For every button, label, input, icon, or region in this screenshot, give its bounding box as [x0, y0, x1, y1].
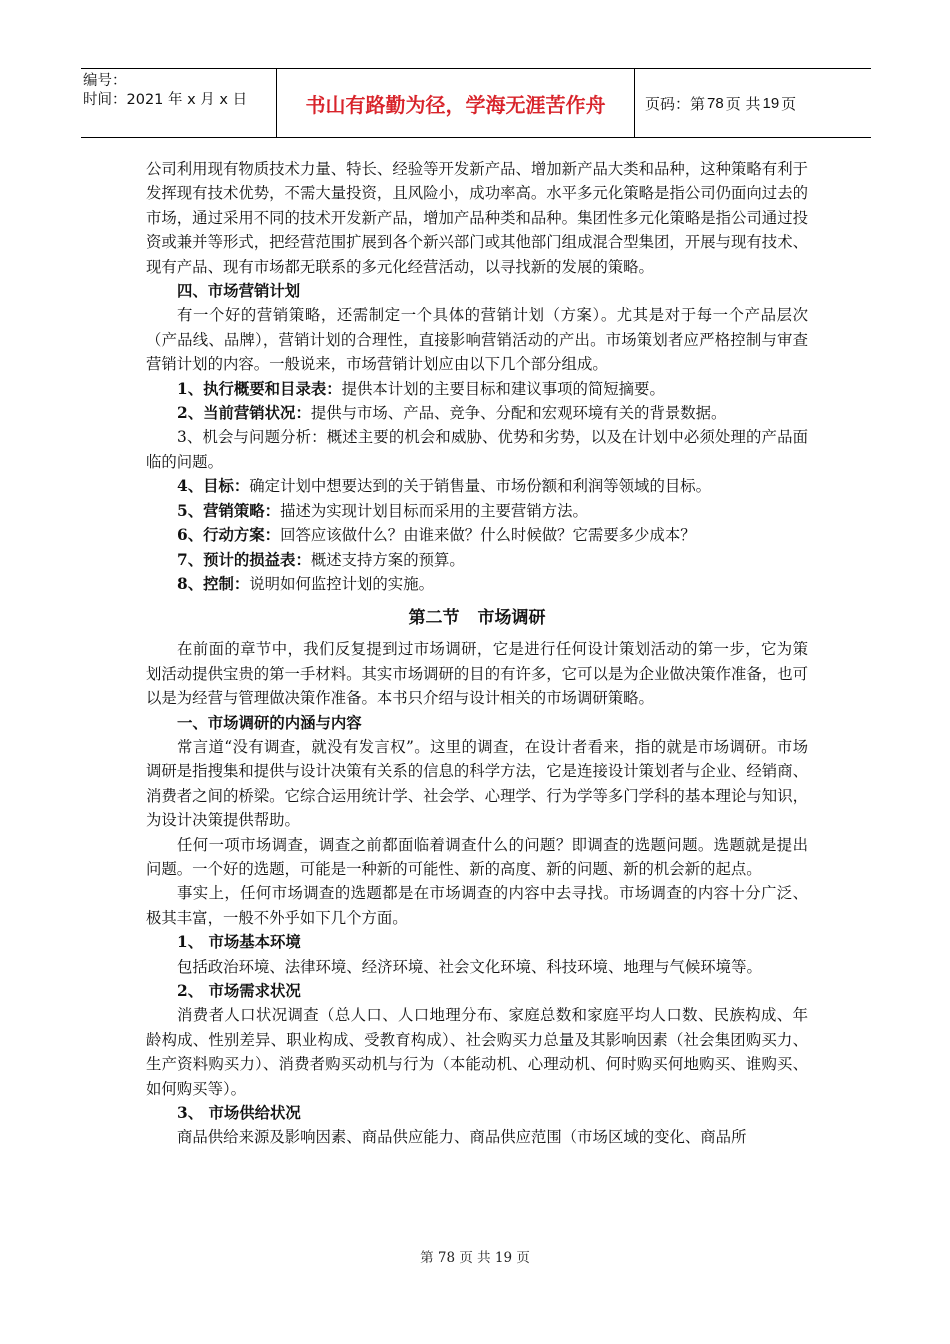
paragraph: 包括政治环境、法律环境、经济环境、社会文化环境、科技环境、地理与气候环境等。 [177, 957, 762, 976]
list-item [146, 548, 808, 572]
list-item-text: 确定计划中想要达到的关于销售量、市场份额和利润等领域的目标。 [249, 477, 712, 496]
list-item-label: 3、机会与问题分析： [177, 428, 327, 447]
paragraph: 商品供给来源及影响因素、商品供应能力、商品供应范围（市场区域的变化、商品所 [177, 1128, 747, 1147]
paragraph: 在前面的章节中，我们反复提到过市场调研，它是进行任何设计策划活动的第一步，它为策划活动提供宝贵的第一手材料。其实市场调研的目的有许多，它可以是为企业做决策作准备，也可以是为经营与管理做决策作准备。本书只介绍与设计相关的市场调研策略。 [146, 640, 808, 708]
list-item [146, 523, 808, 547]
list-item [146, 474, 808, 498]
list-item-text: 提供本计划的主要目标和建议事项的简短摘要。 [341, 379, 665, 398]
list-item-text: 提供与市场、产品、竞争、分配和宏观环境有关的背景数据。 [310, 404, 727, 423]
list-item [146, 572, 808, 596]
document-body [146, 157, 808, 1150]
subheading: 3、 市场供给状况 [177, 1104, 301, 1123]
list-item-label: 8、控制： [177, 574, 250, 593]
page-current: 78 [707, 94, 724, 112]
list-item-text: 概述主要的机会和威胁、优势和劣势，以及在计划中必须处理的产品面临的问题。 [146, 428, 808, 471]
list-item-label: 6、行动方案： [177, 526, 281, 545]
page-header [81, 68, 871, 138]
time-label: 时间：2021 年 x 月 x 日 [83, 92, 248, 108]
list-item-text: 概述支持方案的预算。 [310, 550, 465, 569]
paragraph: 消费者人口状况调查（总人口、人口地理分布、家庭总数和家庭平均人口数、民族构成、年龄构成、性别差异、职业构成、受教育构成）、社会购买力总量及其影响因素（社会集团购买力、生产资料购买力）、消费者购买动机与行为（本能动机、心理动机、何时购买何地购买、谁购买、如何购买等）。 [146, 1006, 808, 1098]
list-item [146, 499, 808, 523]
list-item-text: 回答应该做什么？由谁来做？什么时候做？它需要多少成本？ [280, 526, 696, 545]
list-item-label: 4、目标： [177, 477, 250, 496]
paragraph: 任何一项市场调查，调查之前都面临着调查什么的问题？即调查的选题问题。选题就是提出问题。一个好的选题，可能是一种新的可能性、新的高度、新的问题、新的机会新的起点。 [146, 835, 808, 878]
subheading: 2、 市场需求状况 [177, 982, 301, 1000]
list-item [146, 401, 808, 425]
page-suffix: 页 [781, 94, 797, 113]
header-meta [81, 69, 277, 137]
heading-research-content: 一、市场调研的内涵与内容 [177, 713, 362, 732]
paragraph: 事实上，任何市场调查的选题都是在市场调查的内容中去寻找。市场调查的内容十分广泛、极其丰富，一般不外乎如下几个方面。 [146, 884, 808, 927]
paragraph: 公司利用现有物质技术力量、特长、经验等开发新产品、增加新产品大类和品种，这种策略有利于发挥现有技术优势，不需大量投资，且风险小，成功率高。水平多元化策略是指公司仍面向过去的市场，通过采用不同的技术开发新产品，增加产品种类和品种。集团性多元化策略是指公司通过投资或兼并等形式，把经营范围扩展到各个新兴部门或其他部门组成混合型集团，开展与现有技术、现有产品、现有市场都无联系的多元化经营活动，以寻找新的发展的策略。 [146, 160, 808, 276]
header-motto: 书山有路勤为径，学海无涯苦作舟 [277, 69, 635, 137]
list-item-label: 1、执行概要和目录表： [177, 379, 342, 398]
list-item-text: 说明如何监控计划的实施。 [249, 574, 434, 593]
section-name: 市场调研 [477, 608, 546, 629]
page-footer: 第 78 页 共 19 页 [420, 1250, 530, 1266]
heading-marketing-plan: 四、市场营销计划 [177, 282, 301, 301]
section-number: 第二节 [408, 608, 460, 629]
list-item-label: 7、预计的损益表： [177, 550, 311, 569]
list-item-text: 描述为实现计划目标而采用的主要营销方法。 [280, 501, 588, 520]
subheading: 1、 市场基本环境 [177, 933, 301, 952]
list-item-label: 5、营销策略： [177, 501, 281, 520]
page-total: 19 [762, 94, 780, 112]
page-mid: 页 共 [725, 94, 761, 113]
section-title [146, 606, 808, 630]
paragraph: 常言道“没有调查，就没有发言权”。这里的调查，在设计者看来，指的就是市场调研。市场调研是指搜集和提供与设计决策有关系的信息的科学方法，它是连接设计策划者与企业、经销商、消费者之间的桥梁。它综合运用统计学、社会学、心理学、行为学等多门学科的基本理论与知识，为设计决策提供帮助。 [146, 737, 808, 830]
list-item [146, 377, 808, 401]
serial-label: 编号： [83, 73, 127, 89]
page-prefix: 页码：第 [645, 94, 706, 113]
paragraph: 有一个好的营销策略，还需制定一个具体的营销计划（方案）。尤其是对于每一个产品层次（产品线、品牌），营销计划的合理性，直接影响营销活动的产出。市场策划者应严格控制与审查营销计划的内容。一般说来，市场营销计划应由以下几个部分组成。 [146, 306, 808, 374]
header-page-info [635, 69, 871, 137]
list-item-label: 2、当前营销状况： [177, 404, 311, 423]
list-item [146, 425, 808, 474]
